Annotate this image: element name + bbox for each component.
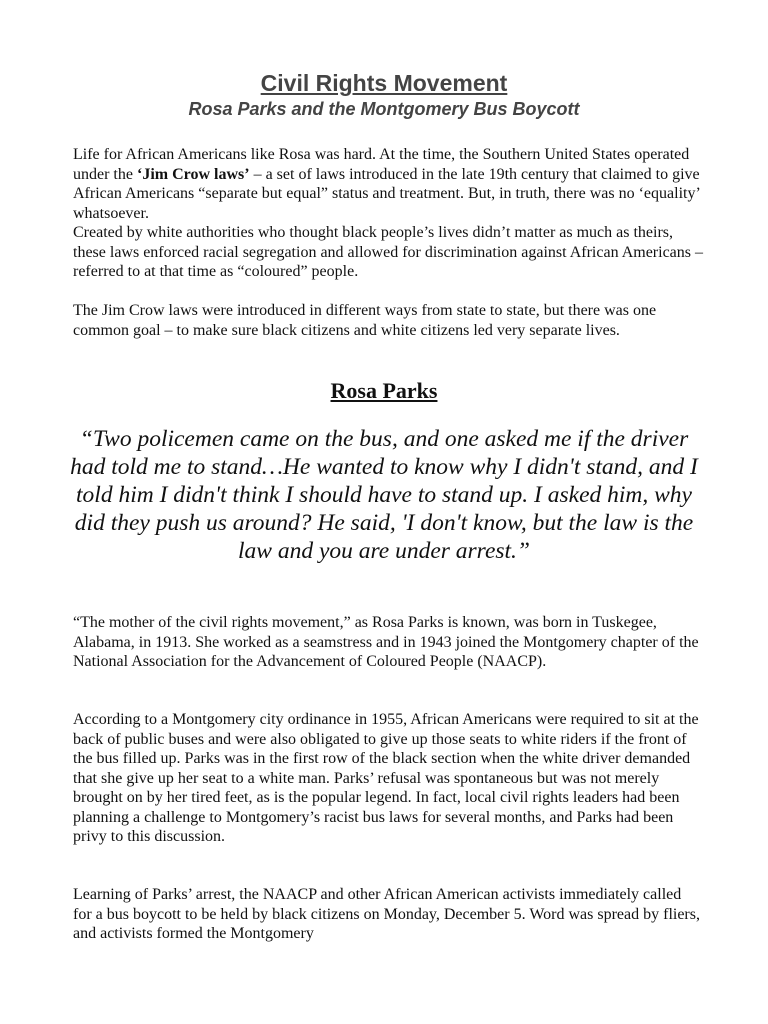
body-paragraph-4-text: According to a Montgomery city ordinance in 1955, African Americans were required to sit at the back of public buses and were also obligated to give up those seats to white riders if the front of the bus filled up. Parks was in the first row of the black section when the white driver demanded that she give up her seat to a white man. Parks’ refusal was spontaneous but was not merely brought on by her tired feet, as is the popular legend. In fact, local civil rights leaders had been planning a challenge to Montgomery’s racist bus laws for several months, and Parks had been privy to this discussion. <box>73 711 699 845</box>
intro-paragraph-1 <box>73 145 703 282</box>
jim-crow-term: ‘Jim Crow laws’ <box>136 165 250 183</box>
intro-text-b: – a set of laws introduced in the late 19th century that claimed to give African Americans “separate but equal” status and treatment. But, in truth, there was no ‘equality’ whatsoever. <box>73 165 700 222</box>
intro-paragraph-2-text: The Jim Crow laws were introduced in different ways from state to state, but there was one common goal – to make sure black citizens and white citizens led very separate lives. <box>73 302 657 339</box>
section-heading: Rosa Parks <box>330 378 438 403</box>
rosa-parks-quote: “Two policemen came on the bus, and one asked me if the driver had told me to stand…He wanted to know why I didn't stand, and I told him I didn't think I should have to stand up. I asked him, why did they push us around? He said, 'I don't know, but the law is the law and you are under arrest.” <box>70 426 698 564</box>
page-subtitle: Rosa Parks and the Montgomery Bus Boycott <box>188 99 580 119</box>
body-paragraph-3 <box>73 613 703 672</box>
body-paragraph-4 <box>73 710 703 847</box>
intro-paragraph-2 <box>73 301 703 340</box>
body-paragraph-5 <box>73 885 703 944</box>
body-paragraph-3-text: “The mother of the civil rights movement,” as Rosa Parks is known, was born in Tuskegee, Alabama, in 1913. She worked as a seamstress and in 1943 joined the Montgomery chapter of the National Association for the Advancement of Coloured People (NAACP). <box>73 614 699 670</box>
body-paragraph-5-text: Learning of Parks’ arrest, the NAACP and other African American activists immediately called for a bus boycott to be held by black citizens on Monday, December 5. Word was spread by fliers, and activists formed the Montgomery <box>73 886 700 942</box>
intro-text-c: Created by white authorities who thought black people’s lives didn’t matter as much as theirs, these laws enforced racial segregation and allowed for discrimination against African Americans – referred to at that time as “coloured” people. <box>73 224 703 280</box>
page-title: Civil Rights Movement <box>260 70 508 96</box>
intro-text-a: Life for African Americans like Rosa was hard. At the time, the Southern United States operated under the <box>73 146 690 183</box>
